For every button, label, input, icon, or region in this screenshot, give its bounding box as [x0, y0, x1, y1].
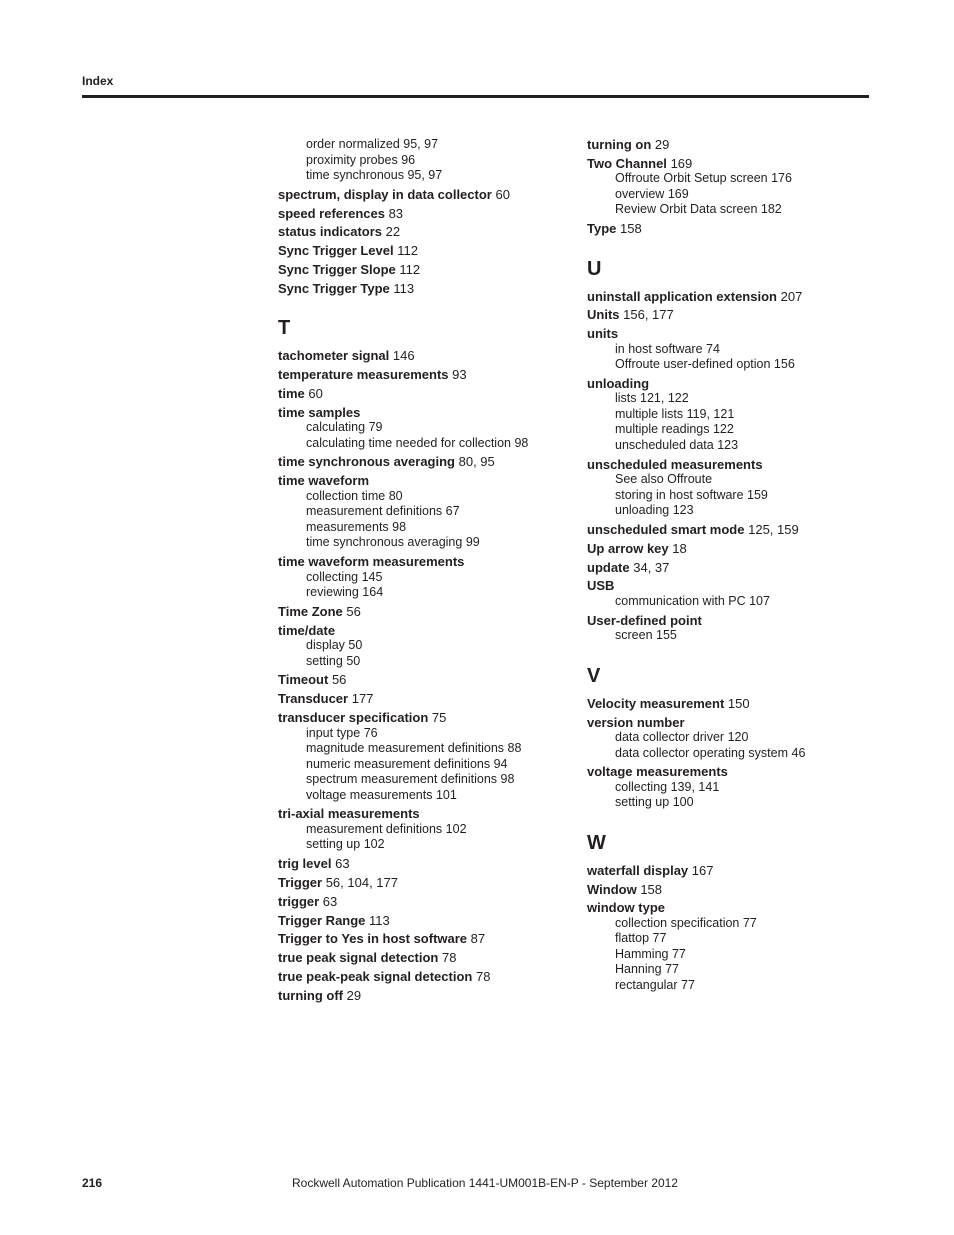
index-term: time/date [278, 622, 336, 638]
index-entry [278, 554, 568, 570]
index-subentry [587, 978, 877, 994]
index-subentry [278, 654, 568, 670]
index-term: Sync Trigger Level [278, 243, 394, 259]
page-refs: 182 [760, 202, 782, 217]
page-refs: 99 [465, 535, 480, 550]
page-refs: 74 [706, 341, 720, 356]
index-subentry [587, 503, 877, 519]
page-refs: 18 [672, 540, 687, 556]
index-term: unscheduled measurements [587, 456, 763, 472]
index-term: voltage measurements [587, 764, 728, 780]
index-entry [587, 900, 877, 916]
section-letter: T [278, 317, 291, 340]
page-refs: 120 [727, 730, 749, 745]
subentry-text: Offroute user-defined option [615, 357, 771, 372]
subentry-text: setting [306, 653, 343, 668]
section-letter: V [587, 664, 601, 687]
header-rule [82, 95, 869, 98]
page-refs: 169 [667, 186, 689, 201]
index-term: time waveform measurements [278, 554, 465, 570]
page-refs: 119, 121 [686, 406, 735, 421]
subentry-text: proximity probes [306, 152, 398, 167]
subentry-text: unscheduled data [615, 437, 714, 452]
page-refs: 101 [435, 787, 457, 802]
subentry-text: communication with PC [615, 593, 746, 608]
index-term: time waveform [278, 473, 370, 489]
page-refs: 56 [331, 672, 347, 688]
index-subentry [278, 570, 568, 586]
subentry-text: input type [306, 725, 361, 740]
index-entry [278, 348, 568, 364]
page-refs: 96 [401, 152, 416, 167]
index-entry [278, 691, 568, 707]
index-subentry [587, 795, 877, 811]
index-subentry [587, 780, 877, 796]
page-refs: 156, 177 [623, 307, 674, 323]
index-subentry [587, 488, 877, 504]
subentry-text: collection specification [615, 915, 740, 930]
page-refs: 121, 122 [640, 391, 689, 406]
page-refs: 102 [363, 837, 385, 852]
index-subentry [587, 594, 877, 610]
page-refs: 76 [363, 725, 378, 740]
index-subentry [587, 202, 877, 218]
index-entry [587, 541, 877, 557]
index-subentry [587, 187, 877, 203]
section-letter: U [587, 257, 602, 280]
index-term: unscheduled smart mode [587, 522, 745, 538]
subentry-text: Hanning [615, 962, 662, 977]
page-refs: 78 [475, 968, 491, 984]
index-term: version number [587, 714, 685, 730]
index-subentry [278, 585, 568, 601]
index-term: Time Zone [278, 603, 343, 619]
index-entry [587, 696, 877, 712]
page-refs: 63 [335, 856, 350, 872]
index-entry [278, 710, 568, 726]
index-entry [587, 715, 877, 731]
page-refs: 98 [392, 519, 407, 534]
index-entry [278, 950, 568, 966]
index-subentry [587, 931, 877, 947]
index-entry [278, 931, 568, 947]
index-subentry [278, 137, 568, 153]
index-subentry [278, 489, 568, 505]
index-entry [278, 473, 568, 489]
subentry-text: data collector driver [615, 730, 725, 745]
index-entry [278, 386, 568, 402]
subentry-text: multiple readings [615, 422, 710, 437]
index-entry [587, 578, 877, 594]
index-term: Trigger Range [278, 912, 366, 928]
page-refs: 112 [399, 261, 421, 277]
page-refs: 145 [361, 569, 383, 584]
page-refs: 102 [445, 821, 467, 836]
index-term: Sync Trigger Type [278, 280, 390, 296]
page-refs: 125, 159 [748, 522, 799, 538]
subentry-text: setting up [615, 795, 670, 810]
index-entry [278, 969, 568, 985]
index-term: time samples [278, 404, 361, 420]
index-term: Type [587, 221, 617, 237]
index-subentry [587, 472, 877, 488]
index-subentry [587, 628, 877, 644]
index-subentry [278, 535, 568, 551]
subentry-text: screen [615, 628, 653, 643]
page-refs: 158 [640, 881, 663, 897]
subentry-text: collection time [306, 488, 386, 503]
page-refs: 56 [346, 603, 361, 619]
index-entry [278, 454, 568, 470]
page-refs: 50 [346, 653, 361, 668]
index-term: temperature measurements [278, 367, 449, 383]
page-refs: 75 [431, 710, 447, 726]
index-entry [278, 623, 568, 639]
page-refs: 63 [322, 893, 338, 909]
index-term: update [587, 559, 630, 575]
index-entry [278, 988, 568, 1004]
page-refs: 176 [771, 171, 792, 186]
subentry-text: Review Orbit Data screen [615, 202, 758, 217]
index-entry [278, 187, 568, 203]
index-subentry [587, 422, 877, 438]
index-subentry [278, 822, 568, 838]
index-subentry [587, 916, 877, 932]
index-term: units [587, 326, 619, 342]
index-subentry [587, 438, 877, 454]
index-entry [278, 672, 568, 688]
index-entry [278, 894, 568, 910]
index-term: Trigger [278, 874, 323, 890]
index-subentry [278, 788, 568, 804]
page-refs: 98 [500, 772, 515, 787]
page-refs: 122 [712, 422, 734, 437]
subentry-text: calculating time needed for collection [306, 435, 511, 450]
index-entry [278, 367, 568, 383]
subentry-text: data collector operating system [615, 745, 789, 760]
subentry-text: storing in host software [615, 487, 744, 502]
subentry-text: unloading [615, 503, 670, 518]
page-refs: 164 [362, 585, 384, 600]
index-entry [587, 289, 877, 305]
subentry-text: time synchronous [306, 168, 404, 182]
index-subentry [587, 357, 877, 373]
subentry-text: in host software [615, 341, 703, 356]
page-header-title: Index [82, 74, 114, 88]
index-entry [278, 913, 568, 929]
page-refs: 60 [495, 186, 510, 202]
index-term: USB [587, 578, 615, 594]
index-subentry [278, 153, 568, 169]
index-term: turning on [587, 137, 652, 152]
index-term: waterfall display [587, 862, 689, 878]
page-refs: 77 [681, 977, 695, 992]
page-refs: 113 [369, 912, 390, 928]
subentry-text: overview [615, 186, 665, 201]
subentry-text: numeric measurement definitions [306, 756, 491, 771]
page-refs: 100 [672, 795, 694, 810]
index-subentry [587, 962, 877, 978]
page-refs: 88 [507, 741, 522, 756]
subentry-text: time synchronous averaging [306, 535, 463, 550]
index-subentry [587, 391, 877, 407]
page-number: 216 [82, 1176, 103, 1190]
index-entry [587, 882, 877, 898]
subentry-text: setting up [306, 837, 361, 852]
index-term: Trigger to Yes in host software [278, 931, 468, 947]
subentry-text: display [306, 638, 345, 653]
page-refs: 112 [397, 243, 418, 259]
index-subentry [278, 638, 568, 654]
index-entry [278, 405, 568, 421]
index-term: Transducer [278, 691, 349, 707]
index-entry [278, 604, 568, 620]
index-entry [278, 281, 568, 297]
page-refs: 113 [393, 280, 415, 296]
index-term: true peak-peak signal detection [278, 968, 473, 984]
page-refs: 123 [717, 437, 739, 452]
index-subentry [587, 746, 877, 762]
index-entry [587, 326, 877, 342]
index-term: time [278, 385, 305, 401]
page-refs: 139, 141 [670, 779, 720, 794]
page-refs: 77 [665, 962, 679, 977]
page-refs: 123 [672, 503, 694, 518]
subentry-text: magnitude measurement definitions [306, 741, 505, 756]
index-term: true peak signal detection [278, 950, 439, 966]
page-refs: 77 [671, 946, 686, 961]
page-refs: 177 [351, 691, 374, 707]
index-term: unloading [587, 375, 650, 391]
subentry-text: spectrum measurement definitions [306, 772, 498, 787]
index-subentry [278, 436, 568, 452]
subentry-text: flattop [615, 931, 650, 946]
index-term: window type [587, 900, 665, 916]
subentry-text: reviewing [306, 585, 359, 600]
subentry-text: measurement definitions [306, 821, 443, 836]
subentry-text: Offroute Orbit Setup screen [615, 171, 768, 186]
page-refs: 77 [652, 931, 667, 946]
index-entry [278, 243, 568, 259]
index-entry [587, 764, 877, 780]
index-entry [587, 863, 877, 879]
page-refs: 29 [654, 137, 670, 152]
index-term: Sync Trigger Slope [278, 261, 396, 277]
page-refs: 95, 97 [407, 168, 443, 182]
page-refs: 98 [514, 435, 529, 450]
index-subentry [587, 171, 877, 187]
index-subentry [278, 726, 568, 742]
page-refs: 156 [773, 357, 795, 372]
page-refs: 80, 95 [458, 454, 495, 470]
index-entry [587, 522, 877, 538]
subentry-text: rectangular [615, 977, 678, 992]
index-term: Two Channel [587, 155, 667, 171]
index-entry [587, 560, 877, 576]
page-refs: 155 [656, 628, 677, 643]
index-entry [278, 806, 568, 822]
subentry-text: order normalized [306, 137, 400, 151]
index-entry [587, 613, 877, 629]
index-entry [587, 221, 877, 237]
subentry-text: voltage measurements [306, 787, 433, 802]
index-term: turning off [278, 987, 343, 1003]
index-term: Window [587, 881, 637, 897]
index-subentry [278, 772, 568, 788]
page-refs: 87 [470, 931, 486, 947]
page-refs: 159 [747, 487, 768, 502]
page-refs: 207 [780, 288, 803, 304]
index-term: time synchronous averaging [278, 454, 455, 470]
page-refs: 95, 97 [403, 137, 439, 151]
page-refs: 94 [493, 756, 508, 771]
page-refs: 50 [348, 638, 363, 653]
index-subentry [278, 520, 568, 536]
index-term: spectrum, display in data collector [278, 186, 492, 202]
page-refs: 46 [791, 745, 806, 760]
index-subentry [278, 837, 568, 853]
section-letter: W [587, 831, 606, 854]
publication-footer: Rockwell Automation Publication 1441-UM001B-EN-P - September 2012 [292, 1176, 678, 1190]
subentry-text: measurement definitions [306, 504, 443, 519]
page-refs: 167 [691, 862, 714, 878]
index-entry [587, 457, 877, 473]
index-entry [278, 206, 568, 222]
page-refs: 67 [445, 504, 460, 519]
page-refs: 60 [308, 385, 323, 401]
subentry-text: Hamming [615, 946, 669, 961]
index-entry [278, 224, 568, 240]
subentry-text: multiple lists [615, 406, 684, 421]
index-entry [278, 262, 568, 278]
page-refs: 93 [452, 367, 467, 383]
index-term: User-defined point [587, 612, 702, 628]
index-column-left [278, 137, 568, 1003]
index-subentry [587, 947, 877, 963]
subentry-text: collecting [306, 569, 359, 584]
index-entry [278, 875, 568, 891]
index-subentry [278, 168, 568, 184]
index-term: tachometer signal [278, 348, 390, 364]
index-subentry [587, 407, 877, 423]
page-refs: 34, 37 [633, 559, 670, 575]
page-refs: 150 [727, 695, 750, 711]
index-entry [587, 376, 877, 392]
subentry-text: calculating [306, 420, 366, 435]
page-refs: 169 [670, 155, 693, 171]
index-entry [587, 307, 877, 323]
page-refs: 158 [620, 221, 642, 237]
subentry-text: lists [615, 391, 637, 406]
subentry-text: measurements [306, 519, 389, 534]
index-subentry [278, 420, 568, 436]
index-column-right [587, 137, 877, 993]
page-refs: 22 [385, 224, 401, 240]
index-subentry [278, 741, 568, 757]
index-subentry [587, 342, 877, 358]
index-subentry [278, 504, 568, 520]
index-term: transducer specification [278, 710, 429, 726]
page-refs: 56, 104, 177 [325, 874, 398, 890]
index-term: uninstall application extension [587, 288, 777, 304]
page-refs: 79 [368, 420, 383, 435]
index-term: trigger [278, 893, 320, 909]
index-term: Units [587, 307, 620, 323]
index-subentry [278, 757, 568, 773]
index-entry [278, 856, 568, 872]
index-term: speed references [278, 205, 385, 221]
subentry-text: See also Offroute [615, 472, 713, 487]
page-refs: 107 [749, 593, 770, 608]
page-refs: 29 [346, 987, 362, 1003]
page-refs: 80 [388, 488, 403, 503]
page-refs: 77 [742, 915, 757, 930]
index-term: status indicators [278, 224, 383, 240]
index-entry [587, 137, 877, 153]
page-refs: 78 [442, 950, 457, 966]
index-term: tri-axial measurements [278, 806, 420, 822]
index-term: trig level [278, 856, 332, 872]
index-entry [587, 156, 877, 172]
index-term: Up arrow key [587, 540, 669, 556]
index-term: Velocity measurement [587, 695, 725, 711]
index-subentry [587, 730, 877, 746]
index-term: Timeout [278, 672, 329, 688]
subentry-text: collecting [615, 779, 668, 794]
page-refs: 146 [392, 348, 415, 364]
page-refs: 83 [388, 205, 404, 221]
